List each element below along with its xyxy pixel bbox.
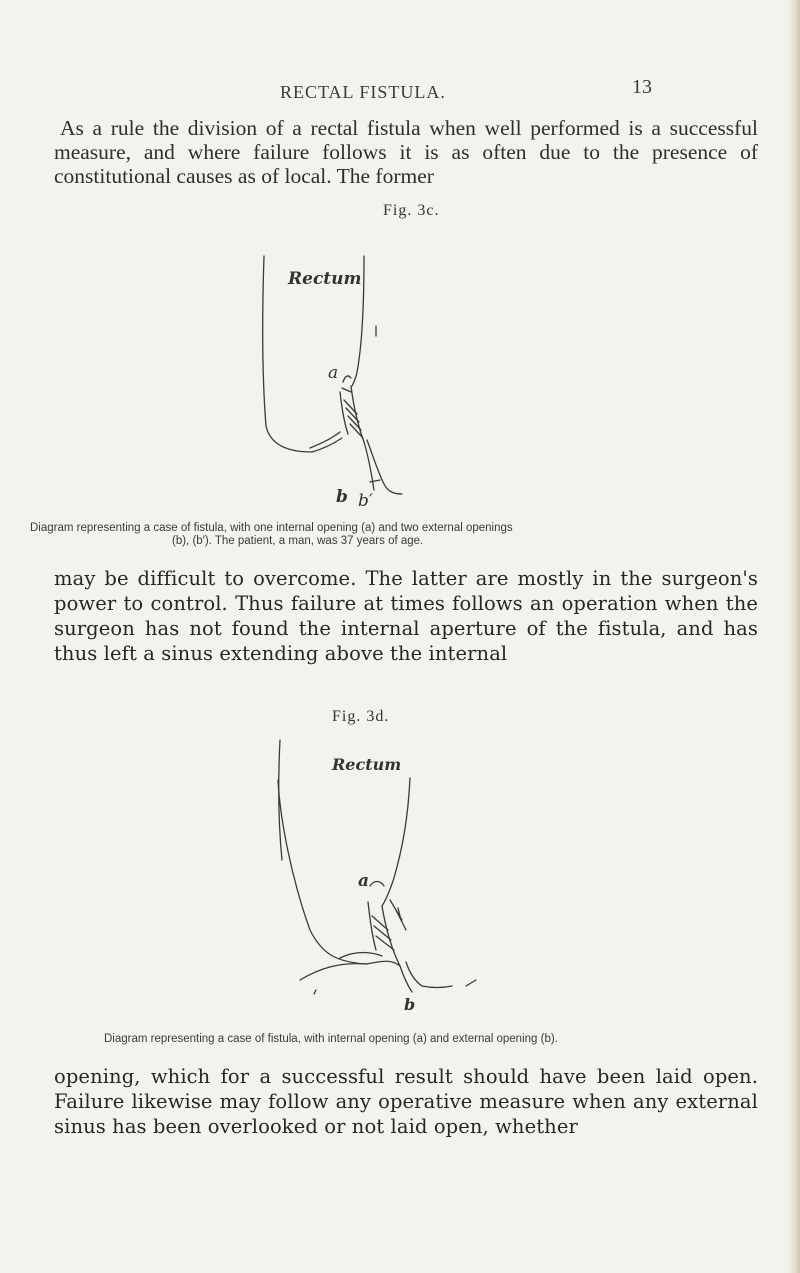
- figure-3c-letter-b-prime: b′: [358, 491, 373, 511]
- anal-canal-right: [382, 906, 400, 966]
- figure-3c-letter-a: a: [328, 363, 339, 383]
- anal-canal-left: [340, 392, 348, 434]
- figure-3c-caption-line-1: Diagram representing a case of fistula, with one internal opening (a) and two external openings: [30, 522, 513, 534]
- figure-3c-svg: [230, 226, 430, 516]
- fistula-track-b-prime: [364, 442, 374, 490]
- skin-line: [300, 964, 366, 980]
- fistula-track-b: [400, 966, 412, 992]
- figure-3c-diagram: [230, 226, 430, 516]
- figure-3c-letter-b: b: [336, 487, 348, 507]
- figure-3d-letter-a: a: [358, 871, 370, 891]
- page-edge: [788, 0, 800, 1273]
- figure-3d-label: Fig. 3d.: [332, 708, 390, 725]
- rectum-right-wall: [382, 778, 410, 906]
- figure-3d-caption: Diagram representing a case of fistula, with internal opening (a) and external opening (b).: [104, 1033, 558, 1045]
- running-head: RECTAL FISTULA.: [280, 82, 446, 102]
- figure-3d-diagram: [270, 730, 550, 1020]
- figure-3d-rectum-label: Rectum: [332, 755, 402, 774]
- paragraph-3: opening, which for a successful result should have been laid open. Failure likewise may follow any operative measure when any external sinus has been overlooked or not laid open, whether: [54, 1065, 758, 1138]
- paragraph-1: As a rule the division of a rectal fistula when well performed is a successful measure, and where failure follows it is as often due to the presence of constitutional causes as of local. The former: [54, 116, 758, 188]
- figure-3c-label: Fig. 3c.: [383, 202, 440, 219]
- figure-3c-caption-line-2: (b), (b′). The patient, a man, was 37 years of age.: [172, 535, 424, 547]
- paragraph-2: may be difficult to overcome. The latter are mostly in the surgeon's power to control. Thus failure at times follows an operation when the surgeon has not found the internal aperture of the fistula, and has thus left a sinus extending above the internal: [54, 567, 758, 665]
- page-number: 13: [632, 76, 652, 98]
- figure-3d-letter-b: b: [404, 995, 416, 1014]
- figure-3c-rectum-label: Rectum: [288, 269, 362, 289]
- figure-3d-svg: [270, 730, 550, 1020]
